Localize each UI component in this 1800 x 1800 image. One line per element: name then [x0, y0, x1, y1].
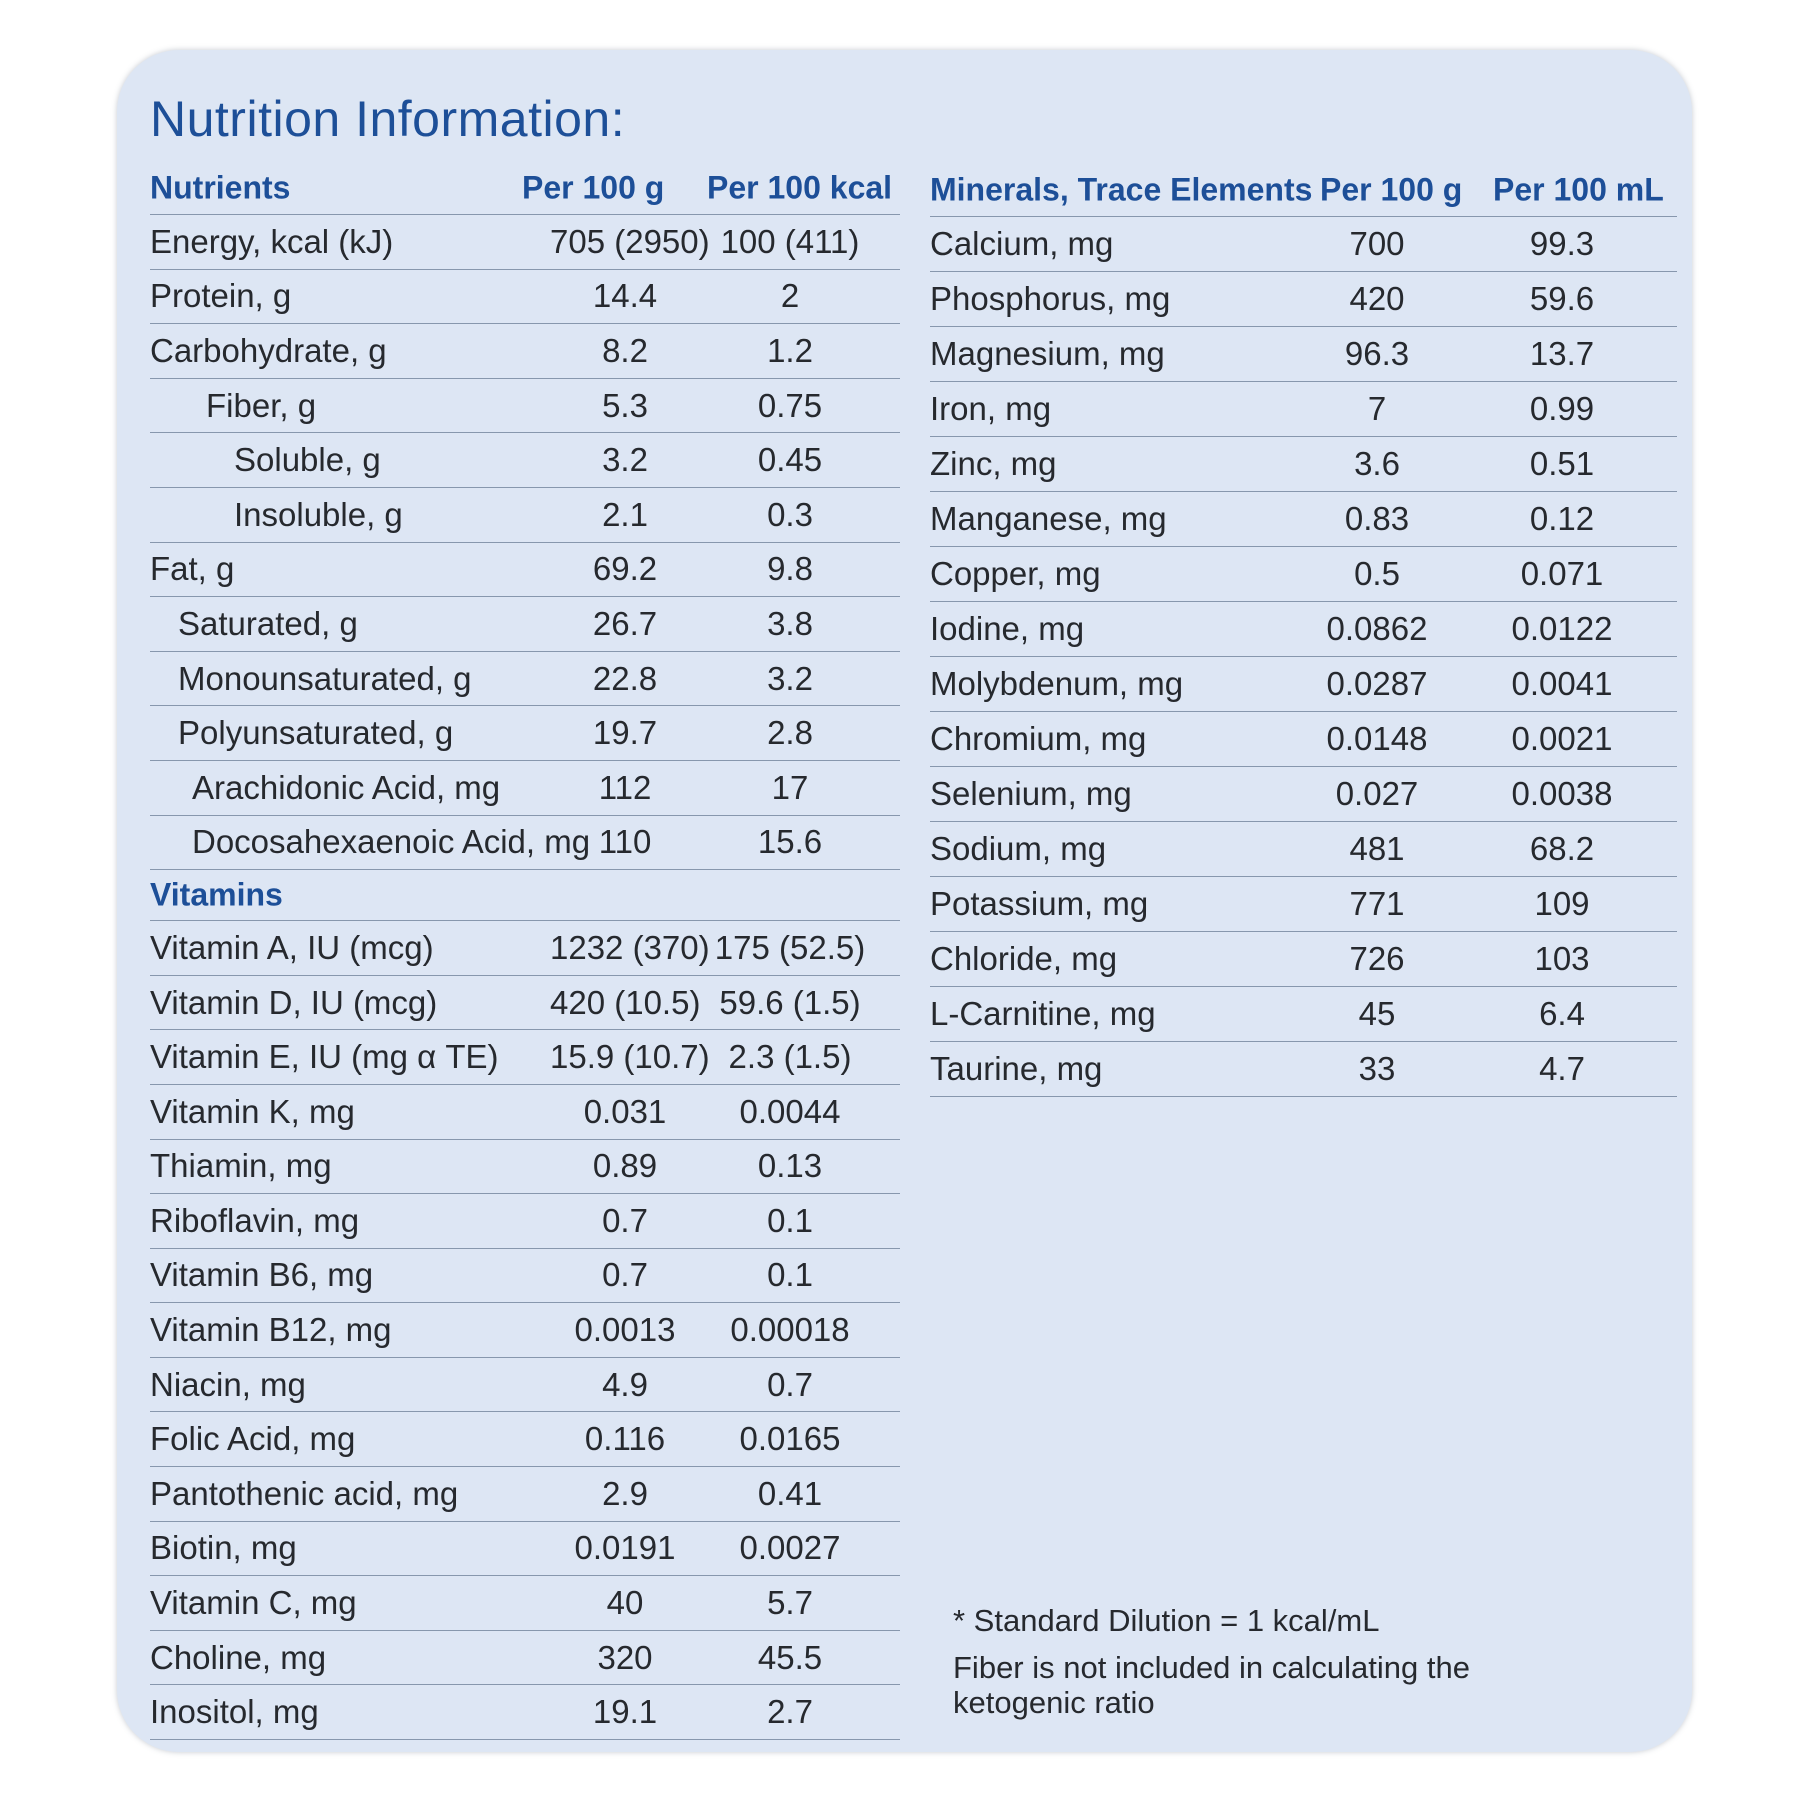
mineral-value-col3: 0.0038: [1511, 775, 1613, 812]
mineral-value-col3: 68.2: [1529, 830, 1595, 867]
nutrient-row: [150, 215, 900, 270]
mineral-name: Taurine, mg: [930, 1050, 1103, 1087]
nutrient-value-col3: 9.8: [767, 550, 813, 588]
nutrient-value-per-100g: 2.1: [602, 495, 648, 533]
vitamin-row: [150, 1631, 900, 1686]
vitamin-value-col3: 2.7: [767, 1693, 813, 1731]
vitamin-row: [150, 1194, 900, 1249]
vitamin-value-col3: 59.6 (1.5): [719, 983, 861, 1021]
mineral-row: [930, 217, 1677, 272]
vitamin-row: [150, 976, 900, 1031]
mineral-value-per-100g: 3.6: [1354, 445, 1400, 482]
nutrient-value-col3: 0.3: [767, 495, 813, 533]
mineral-name: Potassium, mg: [930, 885, 1149, 922]
nutrient-value-per-100g: 3.2: [602, 441, 648, 479]
mineral-value-per-100g: 7: [1367, 390, 1387, 427]
vitamin-value-col3: 0.00018: [730, 1311, 850, 1349]
mineral-value-col3: 99.3: [1529, 225, 1595, 262]
vitamin-value-col3: 45.5: [757, 1638, 823, 1676]
mineral-value-col3: 6.4: [1539, 995, 1585, 1032]
nutrient-value-per-100g: 22.8: [592, 659, 658, 697]
mineral-row: [930, 657, 1677, 712]
mineral-name: Manganese, mg: [930, 500, 1167, 537]
vitamin-row: [150, 1467, 900, 1522]
vitamin-name: Vitamin B12, mg: [150, 1311, 392, 1349]
header-per-100g: Per 100 g: [1320, 171, 1463, 208]
vitamin-row: [150, 1140, 900, 1195]
vitamin-value-col3: 175 (52.5): [714, 928, 866, 966]
vitamin-value-per-100g: 2.9: [602, 1474, 648, 1512]
dilution-footnote: * Standard Dilution = 1 kcal/mL: [953, 1603, 1380, 1638]
mineral-value-col3: 103: [1534, 940, 1590, 977]
vitamin-value-per-100g: 1232 (370): [550, 928, 710, 966]
vitamin-value-col3: 0.41: [757, 1474, 823, 1512]
nutrient-name: Insoluble, g: [234, 495, 403, 533]
mineral-value-col3: 0.071: [1520, 555, 1604, 592]
nutrient-value-per-100g: 8.2: [602, 331, 648, 369]
vitamin-value-per-100g: 0.0191: [574, 1529, 676, 1567]
vitamin-value-col3: 5.7: [767, 1584, 813, 1622]
vitamin-value-col3: 0.0165: [739, 1420, 841, 1458]
mineral-value-col3: 13.7: [1529, 335, 1595, 372]
mineral-row: [930, 382, 1677, 437]
nutrient-value-per-100g: 5.3: [602, 386, 648, 424]
mineral-row: [930, 327, 1677, 382]
mineral-value-col3: 0.51: [1529, 445, 1595, 482]
page-title: Nutrition Information:: [150, 91, 626, 147]
vitamin-value-per-100g: 0.116: [584, 1420, 666, 1458]
mineral-value-per-100g: 96.3: [1344, 335, 1410, 372]
vitamin-value-col3: 0.1: [767, 1201, 813, 1239]
mineral-row: [930, 822, 1677, 877]
mineral-row: [930, 547, 1677, 602]
nutrient-name: Energy, kcal (kJ): [150, 222, 394, 260]
nutrient-value-col3: 3.2: [767, 659, 813, 697]
mineral-value-per-100g: 0.83: [1344, 500, 1410, 537]
vitamin-value-per-100g: 320: [597, 1638, 653, 1676]
mineral-value-col3: 0.99: [1529, 390, 1595, 427]
mineral-value-per-100g: 700: [1349, 225, 1405, 262]
mineral-name: Calcium, mg: [930, 225, 1114, 262]
mineral-value-per-100g: 0.5: [1354, 555, 1400, 592]
vitamin-row: [150, 921, 900, 976]
mineral-value-per-100g: 420: [1349, 280, 1405, 317]
minerals-table-header: [930, 164, 1677, 217]
mineral-value-per-100g: 33: [1358, 1050, 1396, 1087]
nutrient-value-per-100g: 26.7: [592, 604, 658, 642]
mineral-name: Sodium, mg: [930, 830, 1107, 867]
vitamin-value-col3: 0.1: [767, 1256, 813, 1294]
vitamin-name: Thiamin, mg: [150, 1147, 332, 1185]
nutrient-value-per-100g: 110: [598, 823, 652, 861]
vitamin-name: Vitamin C, mg: [150, 1584, 357, 1622]
vitamin-name: Vitamin B6, mg: [150, 1256, 374, 1294]
nutrient-value-col3: 1.2: [767, 331, 813, 369]
vitamin-name: Inositol, mg: [150, 1693, 319, 1731]
nutrient-name: Fat, g: [150, 550, 235, 588]
nutrient-row: [150, 761, 900, 816]
nutrient-value-col3: 0.45: [757, 441, 823, 479]
mineral-name: Molybdenum, mg: [930, 665, 1184, 702]
nutrient-row: [150, 324, 900, 379]
vitamin-value-per-100g: 0.031: [583, 1092, 667, 1130]
nutrient-row: [150, 652, 900, 707]
vitamin-value-per-100g: 420 (10.5): [550, 983, 701, 1021]
nutrient-name: Monounsaturated, g: [178, 659, 472, 697]
mineral-row: [930, 987, 1677, 1042]
mineral-row: [930, 712, 1677, 767]
mineral-value-per-100g: 0.0148: [1326, 720, 1428, 757]
mineral-row: [930, 602, 1677, 657]
vitamin-row: [150, 1412, 900, 1467]
mineral-row: [930, 932, 1677, 987]
nutrient-value-col3: 2: [780, 277, 800, 315]
nutrient-value-per-100g: 705 (2950): [550, 222, 710, 260]
vitamin-name: Vitamin D, IU (mcg): [150, 983, 438, 1021]
minerals-table: [930, 164, 1677, 1097]
vitamin-name: Vitamin E, IU (mg α TE): [150, 1038, 499, 1076]
vitamin-name: Niacin, mg: [150, 1365, 306, 1403]
fiber-footnote: Fiber is not included in calculating the ketogenic ratio: [953, 1650, 1470, 1720]
header-minerals: Minerals, Trace Elements: [930, 171, 1313, 208]
mineral-name: L-Carnitine, mg: [930, 995, 1156, 1032]
vitamin-value-per-100g: 0.89: [592, 1147, 658, 1185]
nutrient-value-col3: 0.75: [757, 386, 823, 424]
mineral-name: Zinc, mg: [930, 445, 1057, 482]
nutrient-name: Arachidonic Acid, mg: [192, 768, 501, 806]
mineral-value-col3: 0.0041: [1511, 665, 1613, 702]
vitamin-value-per-100g: 0.7: [602, 1256, 648, 1294]
header-nutrients: Nutrients: [150, 169, 291, 206]
vitamins-heading-label: Vitamins: [150, 876, 283, 913]
mineral-value-per-100g: 771: [1349, 885, 1405, 922]
nutrient-name: Polyunsaturated, g: [178, 714, 454, 752]
nutrients-table: [150, 162, 900, 1740]
vitamin-value-col3: 2.3 (1.5): [728, 1038, 852, 1076]
mineral-name: Iron, mg: [930, 390, 1052, 427]
nutrient-row: [150, 816, 900, 871]
nutrient-row: [150, 706, 900, 761]
mineral-row: [930, 492, 1677, 547]
mineral-row: [930, 1042, 1677, 1097]
vitamin-row: [150, 1358, 900, 1413]
mineral-name: Selenium, mg: [930, 775, 1132, 812]
vitamin-value-per-100g: 40: [606, 1584, 644, 1622]
mineral-value-col3: 0.0122: [1511, 610, 1613, 647]
mineral-value-per-100g: 0.0287: [1326, 665, 1428, 702]
mineral-row: [930, 767, 1677, 822]
vitamin-value-per-100g: 0.7: [602, 1201, 648, 1239]
nutrients-table-header: [150, 162, 900, 215]
vitamin-row: [150, 1576, 900, 1631]
nutrient-row: [150, 270, 900, 325]
vitamin-value-col3: 0.13: [757, 1147, 823, 1185]
nutrient-value-col3: 15.6: [757, 823, 823, 861]
nutrient-name: Fiber, g: [206, 386, 317, 424]
nutrient-value-per-100g: 19.7: [592, 714, 658, 752]
vitamin-name: Folic Acid, mg: [150, 1420, 356, 1458]
vitamin-value-per-100g: 19.1: [592, 1693, 658, 1731]
vitamin-row: [150, 1685, 900, 1740]
mineral-name: Chloride, mg: [930, 940, 1118, 977]
nutrient-name: Carbohydrate, g: [150, 331, 387, 369]
mineral-value-col3: 4.7: [1539, 1050, 1585, 1087]
vitamin-value-per-100g: 4.9: [602, 1365, 648, 1403]
mineral-name: Iodine, mg: [930, 610, 1085, 647]
header-per-100ml: Per 100 mL: [1493, 171, 1664, 208]
nutrient-row: [150, 543, 900, 598]
vitamin-value-col3: 0.0044: [739, 1092, 841, 1130]
nutrient-value-per-100g: 112: [598, 768, 652, 806]
nutrient-row: [150, 488, 900, 543]
nutrient-value-col3: 17: [771, 768, 809, 806]
nutrient-value-per-100g: 14.4: [592, 277, 658, 315]
nutrient-value-col3: 3.8: [767, 604, 813, 642]
vitamin-value-per-100g: 0.0013: [574, 1311, 676, 1349]
mineral-value-per-100g: 45: [1358, 995, 1396, 1032]
mineral-name: Phosphorus, mg: [930, 280, 1171, 317]
header-per-100kcal: Per 100 kcal: [707, 169, 893, 206]
mineral-row: [930, 877, 1677, 932]
nutrient-name: Docosahexaenoic Acid, mg: [192, 823, 591, 861]
nutrient-name: Soluble, g: [234, 441, 381, 479]
vitamin-value-col3: 0.7: [767, 1365, 813, 1403]
mineral-value-per-100g: 0.0862: [1326, 610, 1428, 647]
vitamin-name: Choline, mg: [150, 1638, 327, 1676]
mineral-row: [930, 272, 1677, 327]
nutrient-value-per-100g: 69.2: [592, 550, 658, 588]
vitamins-heading: [150, 870, 900, 920]
nutrient-value-col3: 100 (411): [720, 222, 860, 260]
vitamin-name: Biotin, mg: [150, 1529, 297, 1567]
vitamin-row: [150, 1303, 900, 1358]
vitamin-row: [150, 1522, 900, 1577]
nutrient-value-col3: 2.8: [767, 714, 813, 752]
mineral-value-col3: 0.12: [1529, 500, 1595, 537]
mineral-value-per-100g: 481: [1349, 830, 1405, 867]
nutrient-name: Saturated, g: [178, 604, 358, 642]
nutrient-row: [150, 433, 900, 488]
mineral-value-col3: 0.0021: [1511, 720, 1613, 757]
mineral-name: Magnesium, mg: [930, 335, 1165, 372]
mineral-name: Copper, mg: [930, 555, 1101, 592]
nutrient-row: [150, 379, 900, 434]
mineral-value-col3: 59.6: [1529, 280, 1595, 317]
header-per-100g: Per 100 g: [522, 169, 665, 206]
vitamin-value-per-100g: 15.9 (10.7): [550, 1038, 710, 1076]
vitamin-name: Pantothenic acid, mg: [150, 1474, 459, 1512]
vitamin-row: [150, 1030, 900, 1085]
mineral-name: Chromium, mg: [930, 720, 1147, 757]
nutrient-name: Protein, g: [150, 277, 292, 315]
mineral-value-per-100g: 0.027: [1335, 775, 1419, 812]
vitamin-name: Vitamin A, IU (mcg): [150, 928, 434, 966]
mineral-value-per-100g: 726: [1349, 940, 1405, 977]
vitamin-value-col3: 0.0027: [739, 1529, 841, 1567]
mineral-row: [930, 437, 1677, 492]
mineral-value-col3: 109: [1534, 885, 1590, 922]
vitamin-row: [150, 1249, 900, 1304]
vitamin-row: [150, 1085, 900, 1140]
vitamin-name: Riboflavin, mg: [150, 1201, 360, 1239]
vitamin-name: Vitamin K, mg: [150, 1092, 355, 1130]
nutrient-row: [150, 597, 900, 652]
